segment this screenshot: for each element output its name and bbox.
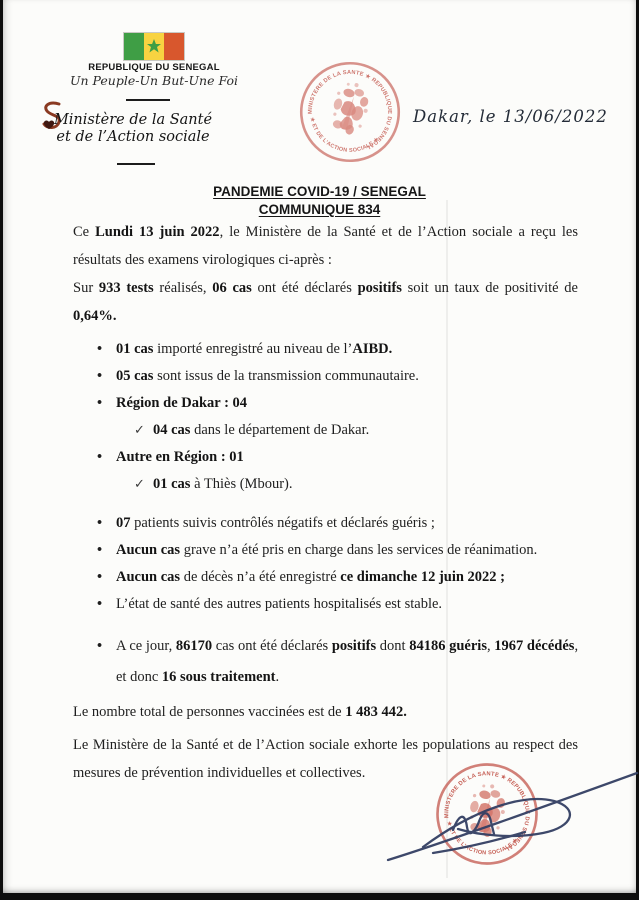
list-item-text: 05 cas sont issus de la transmission communautaire. bbox=[116, 368, 419, 384]
bullet-item bbox=[73, 444, 578, 471]
bullet-item bbox=[73, 363, 578, 390]
ministry-name bbox=[43, 112, 223, 146]
document-title bbox=[3, 183, 636, 218]
bullet-icon: • bbox=[97, 368, 103, 384]
document-title-line1: PANDEMIE COVID-19 / SENEGAL bbox=[213, 184, 426, 199]
body-content bbox=[73, 218, 578, 787]
list-item-text: 01 cas importé enregistré au niveau de l’AIBD. bbox=[116, 341, 393, 357]
bullet-item bbox=[73, 564, 578, 591]
signature-icon bbox=[373, 755, 639, 870]
check-item bbox=[73, 471, 578, 498]
list-item-text: Autre en Région : 01 bbox=[116, 449, 244, 465]
paragraph: Sur 933 tests réalisés, 06 cas ont été déclarés positifs soit un taux de positivité de 0,64%. bbox=[73, 280, 578, 324]
list-item-text: L’état de santé des autres patients hospitalisés est stable. bbox=[116, 596, 443, 612]
bullet-icon: • bbox=[97, 596, 103, 612]
list-item-text: 01 cas à Thiès (Mbour). bbox=[153, 476, 293, 492]
bullet-icon: • bbox=[97, 515, 103, 531]
paragraph: Le Ministère de la Santé et de l’Action sociale exhorte les populations au respect des mesures de prévention individuelles et collectives. bbox=[73, 737, 578, 781]
ministry-seal-stamp-top bbox=[269, 31, 431, 193]
bullet-item bbox=[73, 336, 578, 363]
bullet-icon: • bbox=[97, 449, 103, 465]
bullet-item bbox=[73, 510, 578, 537]
document-page bbox=[3, 0, 636, 893]
header-divider-bottom bbox=[117, 163, 155, 165]
bullet-icon: • bbox=[97, 395, 103, 411]
ministry-name-line2: et de l’Action sociale bbox=[56, 129, 210, 145]
paragraph: Ce Lundi 13 juin 2022, le Ministère de la Santé et de l’Action sociale a reçu les résultats des examens virologiques ci-après : bbox=[73, 224, 578, 268]
bullet-item bbox=[73, 390, 578, 417]
bullet-list bbox=[73, 631, 578, 693]
paragraph: Le nombre total de personnes vaccinées est de 1 483 442. bbox=[73, 704, 407, 720]
ministry-name-line1: Ministère de la Santé bbox=[53, 112, 213, 128]
bullet-item bbox=[73, 631, 578, 693]
bullet-icon: • bbox=[97, 569, 103, 585]
bullet-icon: • bbox=[97, 638, 103, 654]
bullet-icon: • bbox=[97, 341, 103, 357]
list-item-text: Région de Dakar : 04 bbox=[116, 395, 248, 411]
check-icon: ✓ bbox=[134, 477, 145, 492]
document-title-line2: COMMUNIQUE 834 bbox=[258, 201, 381, 217]
check-icon: ✓ bbox=[134, 423, 145, 438]
list-item-text: A ce jour, 86170 cas ont été déclarés positifs dont 84186 guéris, 1967 décédés, et donc 16 sous traitement. bbox=[116, 638, 579, 685]
republic-title: REPUBLIQUE DU SENEGAL bbox=[88, 62, 220, 73]
bullet-list bbox=[73, 336, 578, 498]
bullet-icon: • bbox=[97, 542, 103, 558]
bullet-item bbox=[73, 591, 578, 618]
list-item-text: Aucun cas de décès n’a été enregistré ce dimanche 12 juin 2022 ; bbox=[116, 569, 506, 585]
bullet-item bbox=[73, 537, 578, 564]
flag-star-icon bbox=[144, 33, 164, 60]
list-item-text: Aucun cas grave n’a été pris en charge dans les services de réanimation. bbox=[116, 542, 538, 558]
check-item bbox=[73, 417, 578, 444]
list-item-text: 04 cas dans le département de Dakar. bbox=[153, 422, 370, 438]
date-line: Dakar, le 13/06/2022 bbox=[413, 107, 608, 126]
header-divider-top bbox=[126, 99, 170, 101]
bullet-list bbox=[73, 510, 578, 618]
senegal-flag-icon bbox=[123, 32, 185, 61]
list-item-text: 07 patients suivis contrôlés négatifs et déclarés guéris ; bbox=[116, 515, 435, 531]
national-motto: Un Peuple-Un But-Une Foi bbox=[70, 73, 238, 88]
